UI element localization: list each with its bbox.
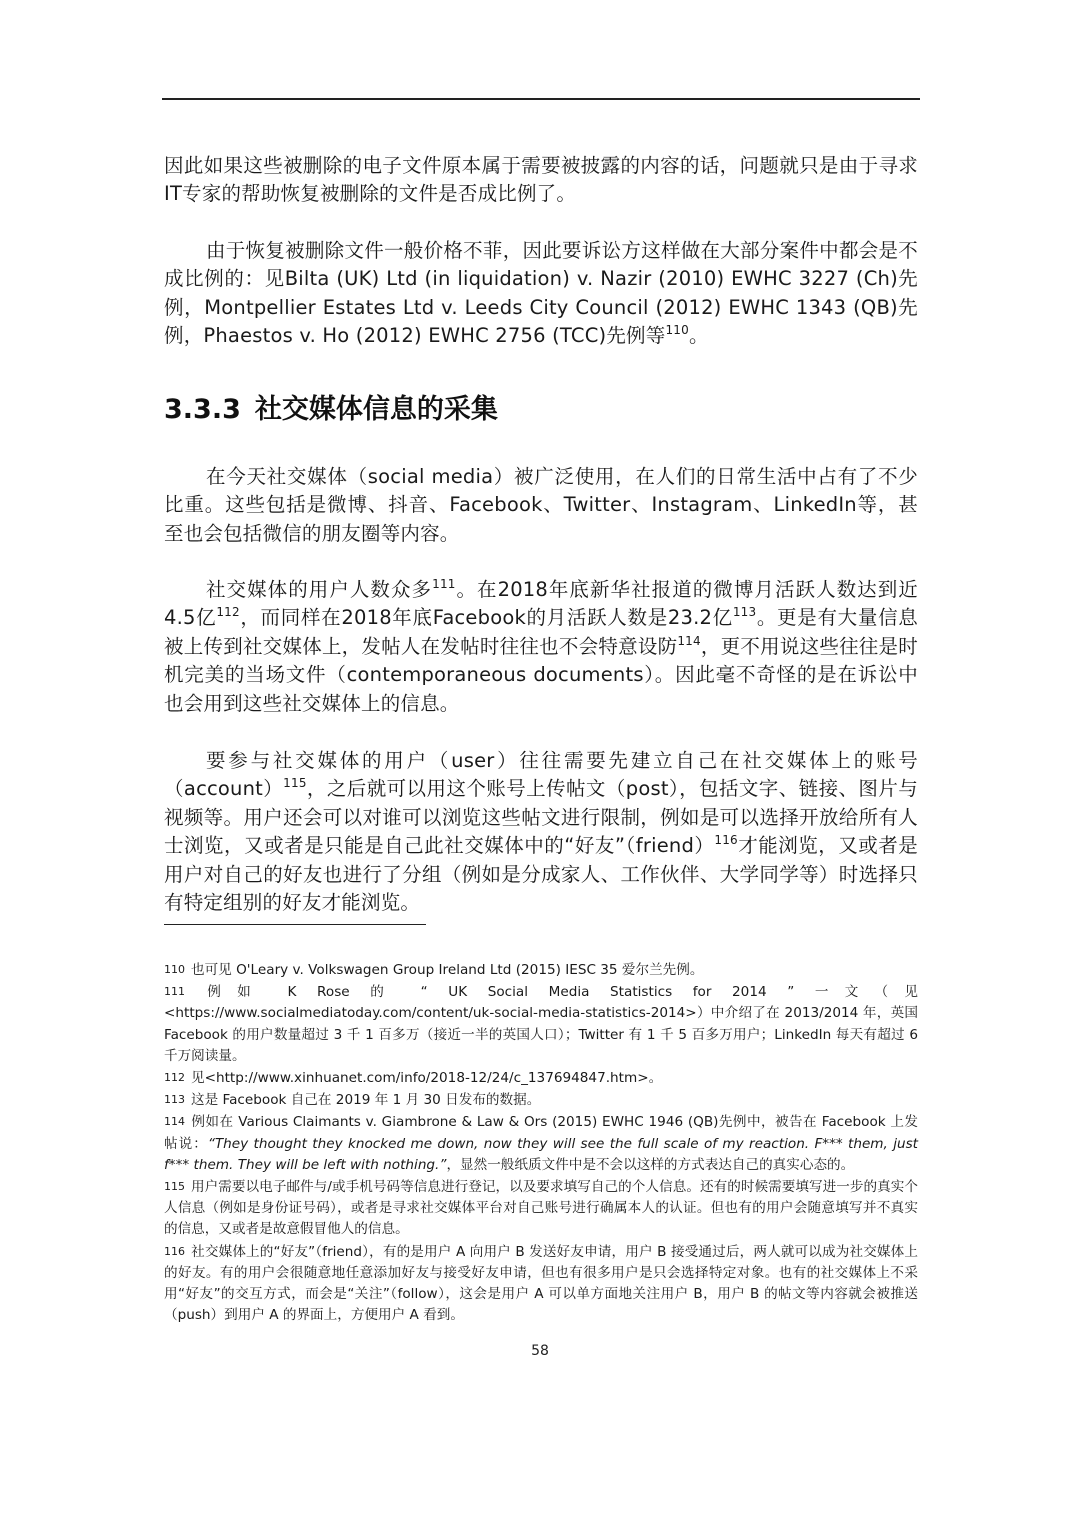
paragraph-end: 。: [688, 324, 709, 348]
page-number: 58: [531, 1343, 549, 1359]
section-number: 3.3.3: [164, 394, 241, 426]
footnote-mark: 113: [164, 1093, 185, 1107]
footnote-mark: 115: [164, 1180, 185, 1194]
paragraph-text: 在今天社交媒体（social media）被广泛使用，在人们的日常生活中占有了不少比重。这些包括是微博、抖音、Facebook、Twitter、Instagram、LinkedIn等，甚至也会包括微信的朋友圈等内容。: [164, 464, 918, 545]
paragraph-recovery-cost: [164, 237, 918, 351]
footnote-mark: 111: [164, 985, 185, 999]
section-heading: [164, 390, 918, 430]
footnote-ref-115[interactable]: 115: [283, 776, 307, 791]
paragraph-text: ，之后就可以用这个账号上传帖文（post），包括文字、链接、图片与视频等。用户还会可以对谁可以浏览这些帖文进行限制，例如是可以选择开放给所有人士浏览，又或者是只能是自己此社交媒体中的“好友”（friend）: [164, 777, 918, 858]
footnote-ref-116[interactable]: 116: [714, 833, 738, 848]
footnote-text: 用户需要以电子邮件与/或手机号码等信息进行登记，以及要求填写自己的个人信息。还有的时候需要填写进一步的真实个人信息（例如是身份证号码），或者是寻求社交媒体平台对自己账号进行确属本人的认证。但也有的用户会随意填写并不真实的信息，又或者是故意假冒他人的信息。: [164, 1179, 918, 1238]
footnote-quote: “They thought they knocked me down, now they will see the full scale of my reaction. F*** them, just f*** them. They will be left with nothing.”: [164, 1135, 919, 1173]
footnote-text: ，显然一般纸质文件中是不会以这样的方式表达自己的真实心态的。: [446, 1156, 855, 1173]
paragraph-user-accounts: [164, 747, 918, 919]
section-title: 社交媒体信息的采集: [254, 394, 498, 426]
footnote-text: 例如 K Rose 的 “ UK Social Media Statistics for 2014 ” 一文（见 <https://www.socialmediatoday.com/content/uk-social-media-statistics-2014>）中介绍了在 2013/2014 年，英国 Facebook 的用户数量超过 3 千 1 百多万（接近一半的英国人口）；Twitter 有 1 千 5 百多万用户；LinkedIn 每天有超过 6 千万阅读量。: [164, 984, 918, 1064]
footnotes: [164, 959, 918, 1326]
footnote-112: [164, 1067, 918, 1089]
footnote-ref-112[interactable]: 112: [216, 605, 240, 620]
footnote-text: 这是 Facebook 自己在 2019 年 1 月 30 日发布的数据。: [191, 1092, 541, 1109]
paragraph-text: 要参与社交媒体的用户（user）往往需要先建立自己在社交媒体上的账号（account）: [164, 748, 918, 801]
footnote-111: [164, 981, 918, 1067]
paragraph-deleted-files: [164, 152, 918, 209]
footnote-text: 也可见 O'Leary v. Volkswagen Group Ireland Ltd (2015) IESC 35 爱尔兰先例。: [191, 962, 704, 978]
paragraph-text: 因此如果这些被删除的电子文件原本属于需要被披露的内容的话，问题就只是由于寻求IT专家的帮助恢复被删除的文件是否成比例了。: [164, 153, 918, 206]
footnote-mark: 112: [164, 1071, 185, 1085]
paragraph-user-numbers: [164, 576, 918, 719]
footnote-ref-111[interactable]: 111: [432, 576, 456, 591]
footnote-ref-113[interactable]: 113: [732, 605, 757, 620]
footnote-114: [164, 1111, 918, 1176]
paragraph-text: 。更是有大量信息被上传到社交媒体上，发帖人在发帖时往往也不会特意设防: [164, 606, 918, 658]
footnote-mark: 116: [164, 1244, 185, 1258]
footnote-separator: [164, 924, 426, 925]
paragraph-text: ，而同样在2018年底Facebook的月活跃人数是23.2亿: [239, 606, 733, 630]
footnote-mark: 114: [164, 1115, 185, 1129]
footnote-ref-114[interactable]: 114: [677, 633, 701, 648]
paragraph-text: 才能浏览，又或者是用户对自己的好友也进行了分组（例如是分成家人、工作伙伴、大学同学等）时选择只有特定组别的好友才能浏览。: [164, 834, 918, 915]
paragraph-social-media-intro: [164, 463, 918, 549]
footnote-116: [164, 1241, 918, 1327]
footnote-text: 例如在 Various Claimants v. Giambrone & Law & Ors (2015) EWHC 1946 (QB)先例中，被告在 Facebook 上发帖说：: [164, 1114, 918, 1152]
paragraph-text: 。在2018年底新华社报道的微博月活跃人数达到近4.5亿: [164, 577, 918, 630]
footnote-text: 见<http://www.xinhuanet.com/info/2018-12/24/c_137694847.htm>。: [191, 1070, 663, 1087]
footnote-mark: 110: [164, 963, 185, 976]
paragraph-text: 社交媒体的用户人数众多: [206, 577, 433, 601]
footnote-ref-110[interactable]: 110: [665, 323, 689, 338]
footnote-text: 社交媒体上的“好友”（friend），有的是用户 A 向用户 B 发送好友申请，用户 B 接受通过后，两人就可以成为社交媒体上的好友。有的用户会很随意地任意添加好友与接受好友申请，但也有很多用户是只会选择特定对象。也有的社交媒体上不采用“好友”的交互方式，而会是“关注”（follow），这会是用户 A 可以单方面地关注用户 B，用户 B 的帖文等内容就会被推送（push）到用户 A 的界面上，方便用户 A 看到。: [164, 1243, 918, 1324]
paragraph-text: 由于恢复被删除文件一般价格不菲，因此要诉讼方这样做在大部分案件中都会是不成比例的：见Bilta (UK) Ltd (in liquidation) v. Nazir (2010) EWHC 3227 (Ch)先例，Montpellier Estates Ltd v. Leeds City Council (2012) EWHC 1343 (QB)先例，Phaestos v. Ho (2012) EWHC 2756 (TCC)先例等: [164, 238, 918, 348]
footnote-110: [164, 959, 918, 981]
footnote-113: [164, 1089, 918, 1111]
header-rule: [162, 98, 920, 100]
paragraph-text: ，更不用说这些往往是时机完美的当场文件（contemporaneous documents）。因此毫不奇怪的是在诉讼中也会用到这些社交媒体上的信息。: [164, 634, 918, 715]
footnote-115: [164, 1176, 918, 1241]
